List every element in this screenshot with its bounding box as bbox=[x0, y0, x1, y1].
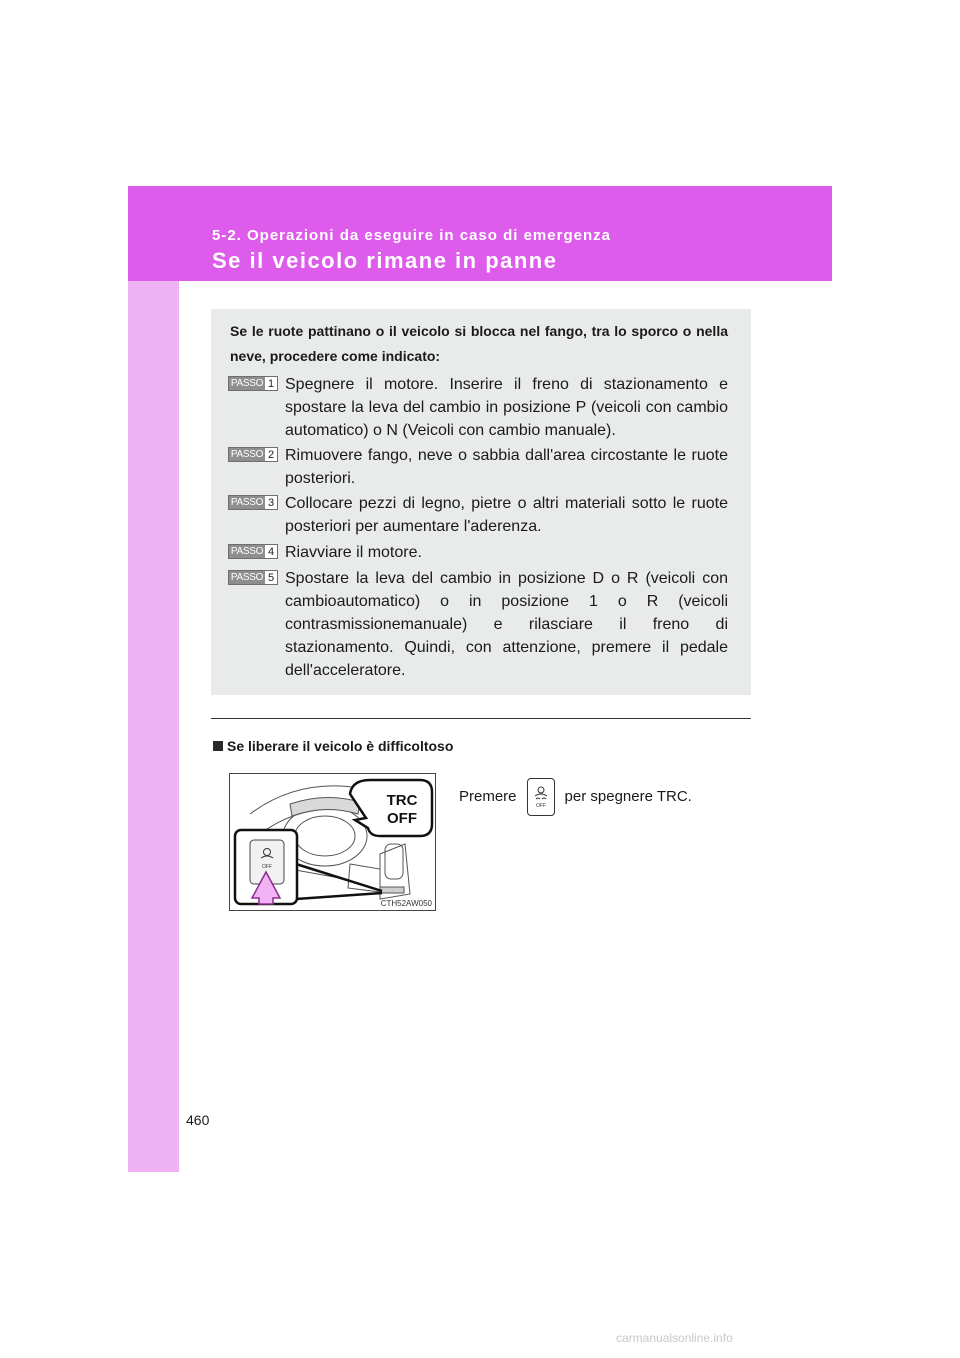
subsection-title: Se liberare il veicolo è difficoltoso bbox=[227, 738, 454, 754]
step-badge-number: 4 bbox=[267, 545, 275, 558]
step-badge-number: 5 bbox=[267, 571, 275, 584]
step-badge bbox=[228, 544, 278, 559]
step-badge-number: 2 bbox=[267, 448, 275, 461]
step-4 bbox=[228, 541, 728, 564]
square-bullet-icon bbox=[213, 741, 223, 751]
step-text: Spostare la leva del cambio in posizione D o R (veicoli con cambioautomatico) o in posizione 1 o R (veicoli contrasmissionemanuale) e rilasciare il freno di stazionamento. Quindi, con attenzione, premere il pedale dell'acceleratore. bbox=[285, 570, 728, 679]
section-title: 5-2. Operazioni da eseguire in caso di emergenza bbox=[212, 227, 611, 244]
trc-callout-line2: OFF bbox=[387, 810, 417, 827]
chapter-sidebar bbox=[128, 186, 179, 1172]
intro-text: Se le ruote pattinano o il veicolo si blocca nel fango, tra lo sporco o nella neve, procedere come indicato: bbox=[230, 323, 728, 364]
dashboard-drawing bbox=[230, 774, 435, 910]
section-divider bbox=[211, 718, 751, 719]
dashboard-illustration bbox=[229, 773, 436, 911]
caption-after: per spegnere TRC. bbox=[564, 788, 692, 805]
step-badge-label: PASSO bbox=[230, 378, 264, 389]
step-text: Riavviare il motore. bbox=[285, 544, 422, 561]
watermark: carmanualsonline.info bbox=[616, 1331, 733, 1345]
step-badge bbox=[228, 570, 278, 585]
figure-caption bbox=[459, 788, 692, 816]
step-badge-label: PASSO bbox=[230, 572, 264, 583]
step-3 bbox=[228, 492, 728, 538]
trc-callout-line1: TRC bbox=[386, 792, 418, 809]
step-badge-label: PASSO bbox=[230, 546, 264, 557]
step-badge bbox=[228, 447, 278, 462]
subsection-heading bbox=[213, 738, 453, 754]
step-badge bbox=[228, 376, 278, 391]
caption-before: Premere bbox=[459, 788, 517, 805]
step-badge-number: 1 bbox=[267, 377, 275, 390]
trc-off-button-icon bbox=[527, 778, 555, 816]
figure-code: CTH52AW050 bbox=[380, 899, 432, 908]
step-text: Spegnere il motore. Inserire il freno di stazionamento e spostare la leva del cambio in posizione P (veicoli con cambio automatico) o N (Veicoli con cambio manuale). bbox=[285, 376, 728, 439]
step-badge-label: PASSO bbox=[230, 497, 264, 508]
step-2 bbox=[228, 444, 728, 490]
icon-off-label: OFF bbox=[535, 803, 546, 809]
trc-off-symbol bbox=[528, 779, 554, 815]
step-5 bbox=[228, 567, 728, 682]
page-title: Se il veicolo rimane in panne bbox=[212, 248, 558, 273]
figure-button-label: OFF bbox=[262, 864, 272, 870]
step-text: Collocare pezzi di legno, pietre o altri materiali sotto le ruote posteriori per aumentare l'aderenza. bbox=[285, 495, 728, 535]
step-badge-label: PASSO bbox=[230, 449, 264, 460]
step-badge bbox=[228, 495, 278, 510]
page-number: 460 bbox=[186, 1112, 210, 1128]
step-text: Rimuovere fango, neve o sabbia dall'area circostante le ruote posteriori. bbox=[285, 447, 728, 487]
step-badge-number: 3 bbox=[267, 496, 275, 509]
step-1 bbox=[228, 373, 728, 442]
